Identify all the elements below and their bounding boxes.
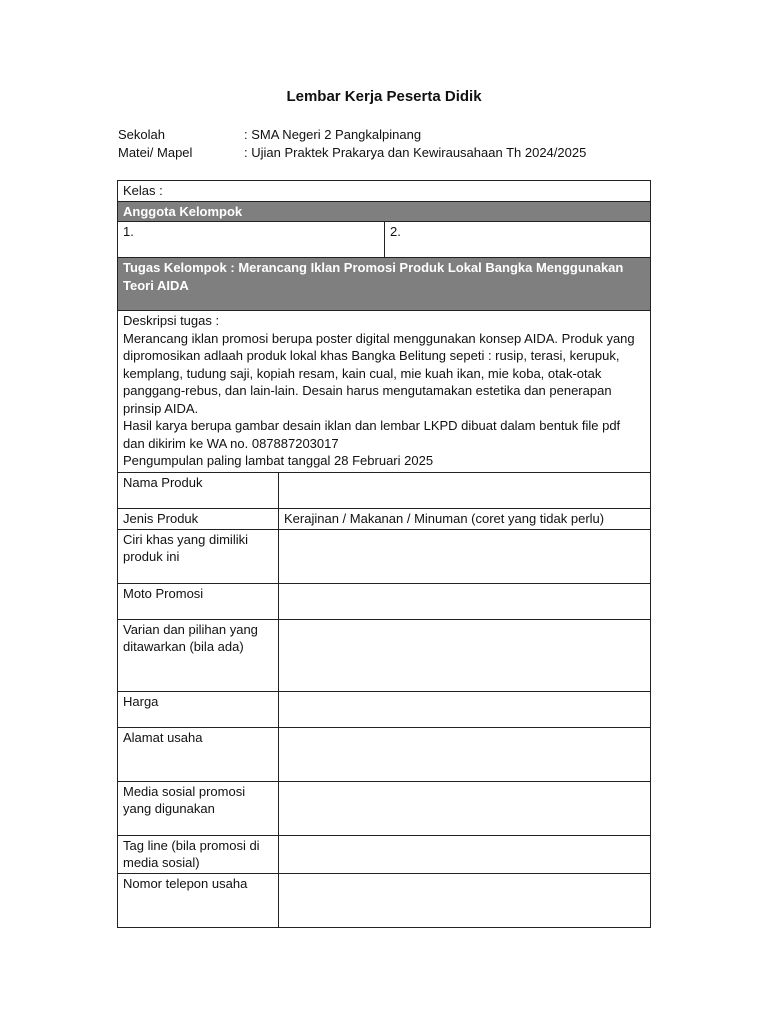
task-header: Tugas Kelompok : Merancang Iklan Promosi Produk Lokal Bangka Menggunakan Teori AIDA <box>118 258 651 311</box>
field-label: Nomor telepon usaha <box>118 873 279 927</box>
member-1-cell[interactable]: 1. <box>118 222 385 258</box>
group-members-header: Anggota Kelompok <box>118 201 651 222</box>
description-paragraph: Pengumpulan paling lambat tanggal 28 Februari 2025 <box>123 453 434 468</box>
school-label: Sekolah <box>118 127 165 142</box>
worksheet-table <box>117 180 651 928</box>
subject-label: Matei/ Mapel <box>118 145 193 160</box>
business-address-field[interactable] <box>279 727 651 781</box>
field-label: Nama Produk <box>118 473 279 509</box>
promotion-motto-field[interactable] <box>279 583 651 619</box>
tagline-field[interactable] <box>279 835 651 873</box>
info-row-subject <box>118 144 658 162</box>
business-phone-field[interactable] <box>279 873 651 927</box>
variants-field[interactable] <box>279 619 651 691</box>
price-field[interactable] <box>279 691 651 727</box>
school-value: : SMA Negeri 2 Pangkalpinang <box>244 126 421 144</box>
field-label: Jenis Produk <box>118 509 279 530</box>
member-2-cell[interactable]: 2. <box>385 222 651 258</box>
field-label: Ciri khas yang dimiliki produk ini <box>118 529 279 583</box>
description-paragraph: Hasil karya berupa gambar desain iklan dan lembar LKPD dibuat dalam bentuk file pdf dan dikirim ke WA no. 087887203017 <box>123 418 621 451</box>
field-label: Harga <box>118 691 279 727</box>
info-row-school <box>118 126 658 144</box>
description-heading: Deskripsi tugas : <box>123 313 220 328</box>
header-info <box>118 126 658 162</box>
field-label: Varian dan pilihan yang ditawarkan (bila ada) <box>118 619 279 691</box>
field-label: Tag line (bila promosi di media sosial) <box>118 835 279 873</box>
field-label: Alamat usaha <box>118 727 279 781</box>
product-characteristics-field[interactable] <box>279 529 651 583</box>
field-label: Moto Promosi <box>118 583 279 619</box>
product-name-field[interactable] <box>279 473 651 509</box>
subject-value: : Ujian Praktek Prakarya dan Kewirausahaan Th 2024/2025 <box>244 144 586 162</box>
social-media-field[interactable] <box>279 781 651 835</box>
product-type-field[interactable]: Kerajinan / Makanan / Minuman (coret yang tidak perlu) <box>279 509 651 530</box>
field-label: Media sosial promosi yang digunakan <box>118 781 279 835</box>
page-title: Lembar Kerja Peserta Didik <box>286 88 482 105</box>
task-description <box>118 311 651 473</box>
class-cell[interactable]: Kelas : <box>118 181 651 202</box>
description-paragraph: Merancang iklan promosi berupa poster digital menggunakan konsep AIDA. Produk yang dipromosikan adlaah produk lokal khas Bangka Belitung sepeti : rusip, terasi, kerupuk, kemplang, tudung saji, kopiah resam, kain cual, mie kuah ikan, mie koba, otak-otak panggang-rebus, dan lain-lain. Desain harus mengutamakan estetika dan penerapan prinsip AIDA. <box>123 330 635 416</box>
